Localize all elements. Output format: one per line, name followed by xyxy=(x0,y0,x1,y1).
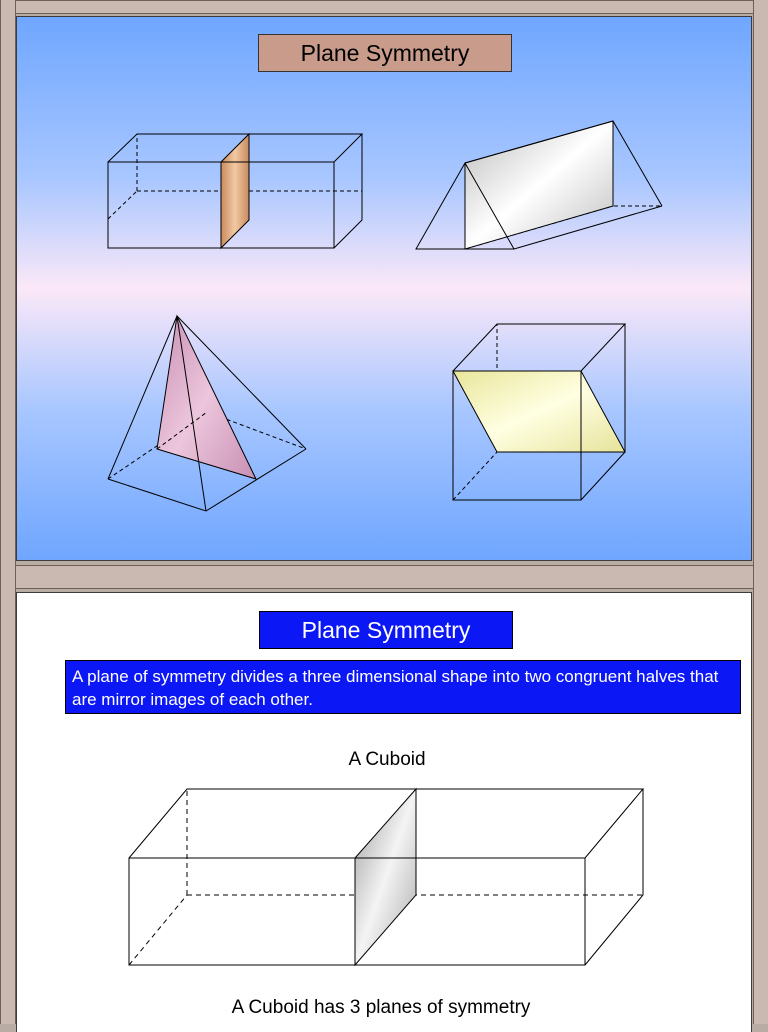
cuboid-symmetry-plane xyxy=(355,789,416,965)
slide1-diagram xyxy=(17,17,752,561)
slide-plane-symmetry-examples xyxy=(16,16,752,561)
slide-plane-symmetry-cuboid xyxy=(16,592,752,1032)
cuboid-shape xyxy=(108,134,362,248)
frame-middle-bar xyxy=(0,565,768,589)
cube-symmetry-plane xyxy=(453,371,625,452)
prism-symmetry-plane xyxy=(465,121,613,249)
cuboid-diagram xyxy=(17,593,752,1032)
frame-top-bar xyxy=(0,0,768,14)
cuboid-label: A Cuboid xyxy=(348,749,426,770)
frame-left-side xyxy=(0,0,16,1024)
definition-box: A plane of symmetry divides a three dimensional shape into two congruent halves that are mirror images of each other. xyxy=(65,660,741,714)
cube-shape xyxy=(453,324,625,500)
hidden-edge xyxy=(129,895,187,965)
cuboid-right-face xyxy=(585,789,643,965)
slide2-title: Plane Symmetry xyxy=(259,611,513,649)
square-pyramid-shape xyxy=(108,316,306,511)
cuboid-caption: A Cuboid has 3 planes of symmetry xyxy=(231,997,531,1018)
triangular-prism-shape xyxy=(416,121,662,249)
slide1-title: Plane Symmetry xyxy=(258,34,512,72)
cuboid-symmetry-plane xyxy=(221,134,249,248)
frame-right-side xyxy=(753,0,768,1024)
pyramid-symmetry-plane xyxy=(157,316,256,479)
